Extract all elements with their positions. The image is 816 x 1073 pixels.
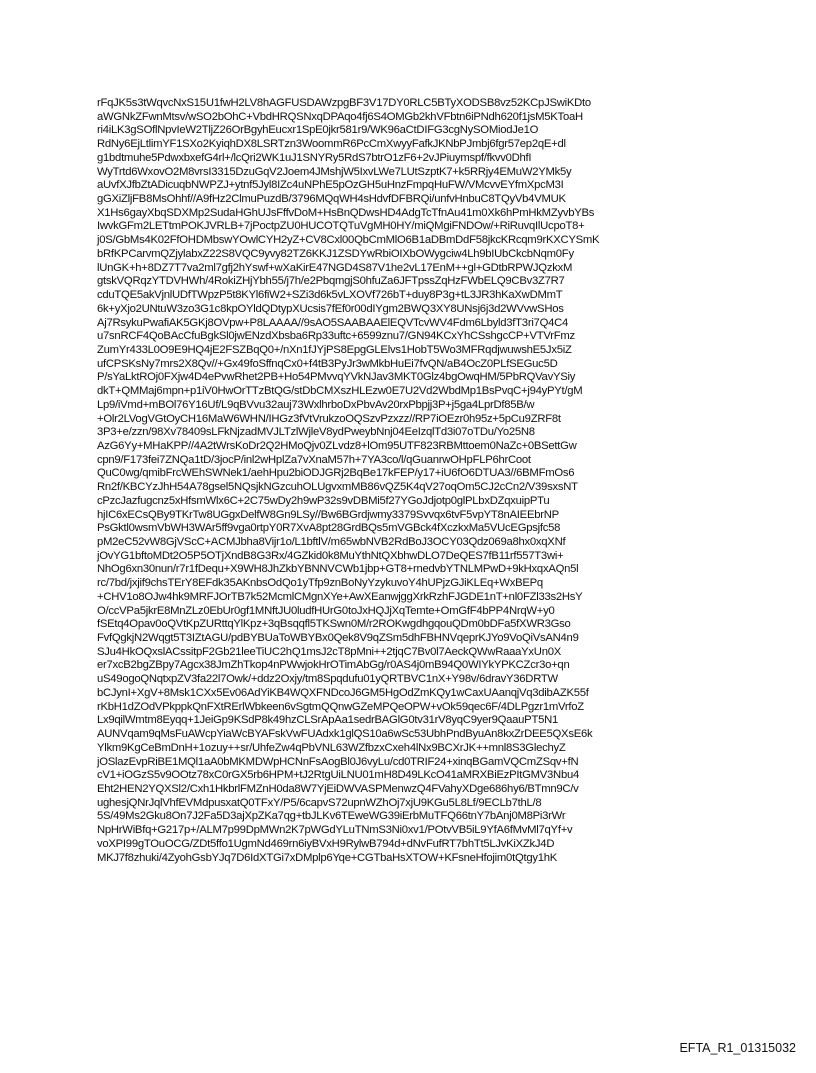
text-line: rFqJK5s3tWqvcNxS15U1fwH2LV8hAGFUSDAWzpgBF3V17DY0RLC5BTyXODSB8vz52KCpJSwiKDto: [97, 97, 591, 109]
document-id-label: EFTA_R1_01315032: [679, 1041, 796, 1055]
text-line: gtskVQRqzYTDVHWh/4RokiZHjYbh55/j7h/e2PbqmgjS0hfuZa6JFTpssZqHzFWbELQ9CBv3Z7R7: [97, 275, 565, 288]
text-line: +Olr2LVogVGtOyCH16MaW6WHN/IHGz3fVtVrukzoOQSzvPzxzz//RP7iOEzr0h95z+5pCu9ZRF8t: [97, 412, 561, 425]
text-line: AzG6Yy+MHaKPP//4A2tWrsKoDr2Q2HMoQjv0ZLvdz8+lOm95UTF823RBMttoem0NaZc+0BSettGw: [97, 439, 577, 452]
text-line: lUnGK+h+8DZ7T7va2ml7gfj2hYswf+wXaKirE47NGD4S87V1he2vL17EnM++gl+GDtbRPWJQzkxM: [97, 261, 573, 274]
text-line: 5S/49Ms2Gku8On7J2Fa5D3ajXpZKa7qg+tbJLKv6TEweWG39iErbMuTFQ66tnY7bAnj0M8Pi3rWr: [97, 810, 566, 823]
text-line: 3P3+e/zzn/98Xv78409sLFkNjzadMVJLTzlWjleV8ydPweybNnj04EeIzqlTd3i07oTDu/Yo25N8: [97, 426, 535, 439]
text-line: PsGktl0wsmVbWH3WAr5ff9vga0rtpY0R7XvA8pt28GrdBQs5mVGBck4fXczkxMa5VUcEGpsjfc58: [97, 522, 561, 535]
text-line: RdNy6EjLtlimYF1SXo2KyiqhDX8LSRTzn3WoommR6PcCmXwyyFafkJKNbPJmbj6fgr57ep2qE+dl: [97, 138, 566, 151]
text-line: WyTrtd6WxovO2M8vrsI3315DzuGqV2Joem4JMshjW5IxvLWe7LUtSzptK7+k5RRjy4EMuW2YMk5y: [97, 165, 572, 178]
text-line: voXPI99gTOuOCG/ZDt5ffo1UgmNd469rn6iyBVxH9RylwB794d+dNvFufRT7bhTt5LJvKiXZkJ4D: [97, 837, 555, 850]
text-line: cpn9/F173fei7ZNQa1tD/3jocP/inl2wHplZa7vXnaM57h+7YA3co/l/qGuanrwOHpFLP6hrCoot: [97, 453, 531, 466]
text-line: QuC0wg/qmibFrcWEhSWNek1/aehHpu2biODJGRj2BqBe17kFEP/y17+iU6fO6DTUA3//6BMFmOs6: [97, 467, 575, 480]
text-line: dkT+QMMaj6mpn+p1iV0HwOrTTzBtQG/stDbCMXszHLEzw0E7U2Vd2WbdMp1BsPvqC+j94yPYt/gM: [97, 385, 583, 398]
text-line: jOvYG1bftoMDt2O5P5OTjXndB8G3Rx/4GZkid0k8MuYthNtQXbhwDLO7DeQES7fB11rf557T3wi+: [97, 549, 564, 562]
text-line: rc/7bd/jxjif9chsTErY8EFdk35AKnbsOdQo1yTfp9znBoNyYzykuvoY4hUPjzGJiKLEq+WxBEPq: [97, 577, 543, 590]
text-line: O/ccVPa5jkrE8MnZLz0EbUr0gf1MNftJU0ludfHUrG0toJxHQJjXqTemte+OmGfF4bPP4NrqW+y0: [97, 604, 555, 617]
encoded-text-block: [97, 97, 737, 865]
text-line: g1bdtmuhe5PdwxbxefG4rl+/lcQri2WK1uJ1SNYRy5RdS7btrO1zF6+2vJPiuymspf/fkvv0DhfI: [97, 151, 532, 164]
text-line: Aj7RsykuPwafiAK5GKj8OVpw+P8LAAAA//9sAO5SAABAAElEQVTcvWV4Fdm6Lbyld3fT3ri7Q4C4: [97, 316, 569, 329]
text-line: SJu4HkOQxslACssitpF2Gb21leeTiUC2hQ1msJ2cT8pMni++2tjqC7Bv0l7AeckQWwRaaaYxUn0X: [97, 645, 561, 658]
text-line: cPzcJazfugcnz5xHfsmWlx6C+2C75wDy2h9wP32s9vDBMi5f27YGoJdjotp0glPLbxDZqxuipPTu: [97, 494, 550, 507]
text-line: Eht2HEN2YQXSl2/Cxh1HkbrlFMZnH0da8W7YjEiDWVASPMenwzQ4FVahyXDge686hy6/BTmn9C/v: [97, 782, 579, 795]
text-line: +CHV1o8OJw4hk9MRFJOrTB7k52McmlCMgnXYe+AwXEanwjggXrkRzhFJGDE1nT+nl0FZl33s2HsY: [97, 590, 583, 603]
text-line: FvfQgkjN2Wqgt5T3IZtAGU/pdBYBUaToWBYBx0Qek8V9qZSm5dhFBHNVqeprKJYo9VoQiVsAN4n9: [97, 632, 579, 645]
text-line: jOSlazEvpRiBE1MQl1aA0bMKMDWpHCNnFsAogBl0J6vyLu/cd0TRIF24+xinqBGamVQCmZSqv+fN: [97, 755, 579, 768]
text-line: fSEtq4Opav0oQVtKpZURttqYlKpz+3qBsqqfl5TKSwn0M/r2ROKwgdhgqouQDm0bDFa5fXWR3Gso: [97, 618, 571, 631]
text-line: hjIC6xECsQBy9TKrTw8UGgxDelfW8Gn9LSy//Bw6BGrdjwmy3379Svvqx6tvF5vpYT8nAIEEbrNP: [97, 508, 559, 521]
text-line: j0S/GbMs4K02FfOHDMbswYOwlCYH2yZ+CV8Cxl00QbCmMlO6B1aDBmDdF58jkcKRcqm9rKXCYSmK: [97, 234, 600, 247]
text-line: aUvfXJfbZtADicuqbNWPZJ+ytnf5Jyl8IZc4uNPhE5pOzGH5uHnzFmpqHuFW/VMcvvEYfmXpcM3I: [97, 179, 564, 192]
text-line: Rn2f/KBCYzJhH54A78gsel5NQsjkNGzcuhOLUgvxmMB86vQZ5K4qV27oqOm5CJ2cCn2/V39sxsNT: [97, 481, 578, 494]
text-line: NhOg6xn30nun/r7r1fDequ+X9WH8JhZkbYBNNVCWb1jbp+GT8+rnedvbYTNLMPwD+9kHxqxAQn5l: [97, 563, 579, 576]
text-line: ughesjQNrJqlVhfEVMdpusxatQ0TFxY/P5/6capvS72upnWZhOj7xjU9KGu5L8Lf/9ECLb7thL/8: [97, 796, 542, 809]
text-line: gGXiZljFB8MsOhhf//A9fHz2ClmuPuzdB/3796MQqWH4sHdvfDFBRQi/unfvHnbuC8TQyVb4VMUK: [97, 193, 566, 206]
text-line: Lx9qilWmtm8Eyqq+1JeiGp9KSdP8k49hzCLSrApAa1sedrBAGlG0tv31rV8yqC9yer9QaauPT5N1: [97, 714, 559, 727]
text-line: bRfKPCarvmQZjylabxZ22S8VQC9yvy82TZ6KKJ1ZSDYwRbiOIXbOWygciw4Lh9bIUbCkcbNqm0Fy: [97, 247, 574, 260]
text-line: ZumYr433L0O9E9HQ4jE2FSZBqQ0+/nXn1fJYjPS8EpgGLElvs1HobT5Wo3MFRqdjwuwshE5Jx5iZ: [97, 343, 572, 356]
text-line: u7snRCF4QoBAcCfuBgkSl0jwENzdXbsba6Rp33uftc+6599znu7/GN94KCxYhCSshgcCP+VTVrFmz: [97, 330, 575, 343]
text-line: rKbH1dZOdVPkppkQnFXtRErlWbkeen6vSgtmQQnwGZeMPQeOPW+vOk59qec6F/4DLPgzr1mVrfoZ: [97, 700, 584, 713]
text-line: bCJynI+XgV+8Msk1CXx5Ev06AdYiKB4WQXFNDcoJ6GM5HgOdZmKQy1wCaxUAanqjVq3dibAZK55f: [97, 686, 589, 699]
text-line: Ylkm9KgCeBmDnH+1ozuy++sr/UhfeZw4qPbVNL63WZfbzxCxeh4lNx9BCXrJK++mnl8S3GlechyZ: [97, 741, 566, 754]
text-line: IwvkGFm2LETtmPOKJVRLB+7jPoctpZU0HUCOTQTuVgMH0HY/miQMgiFNDOw/+RiRuvqIlUcpoT8+: [97, 220, 585, 233]
text-line: NpHrWiBfq+G217p+/ALM7p99DpMWn2K7pWGdYLuTNmS3Ni0xv1/POtvVB5iL9YfA6fMvMl7qYf+v: [97, 824, 573, 837]
text-line: cduTQE5akVjnlUDfTWpzP5t8KYl6fiW2+SZi3d6k5vLXOVf726bT+duy8P3g+tL3JR3hKaXwDMmT: [97, 289, 563, 302]
text-line: 6k+yXjo2UNtuW3zo3G1c8kpOYldQDtypXUcsis7fEf0r00dIYgm2BWQ3XY8UNsj6j3d2WVvwSHos: [97, 302, 564, 315]
text-line: aWGNkZFwnMtsv/wSO2bOhC+VbdHRQSNxqDPAqo4fj6S4OMGb2khVFbtn6iPNdh620f1jsM5KToaH: [97, 110, 583, 123]
text-line: Lp9/iVmd+mBOl76Y16Uf/L9qBVvu32auj73WxlhrboDxPbvAv20rxPbpjj3P+j5ga4LprDf85B/w: [97, 398, 535, 411]
text-line: ufCPSKsNy7mrs2X8Qv//+Gx49foSffnqCx0+f4tB3PyJr3wMkbHuEi7fvQN/aB4OcZ0PLfSEGuc5D: [97, 357, 558, 370]
text-line: uS49ogoQNqtxpZV3fa22l7Owk/+ddz2Oxjy/tm8Spqdufu01yQRTBVC1nX+Y98v/6dravY36DRTW: [97, 673, 558, 686]
text-line: AUNVqam9qMsFuAWcpYiaWcBYAFskVwFUAdxk1glQS10a6wSc53UbhPndByuAn8kxZrDEE5QXsE6k: [97, 728, 593, 741]
text-line: ri4iLK3gSOflNpvIeW2TljZ26OrBgyhEucxr1SpE0jkr581r9/WK96aCtDIFG3cgNySOMiodJe1O: [97, 124, 539, 137]
text-line: cV1+iOGzS5v9OOtz78xC0rGX5rb6HPM+tJ2RtgUiLNU01mH8D49LKcO41aMRXBiEzPItGMV3Nbu4: [97, 769, 579, 782]
text-line: MKJ7f8zhuki/4ZyohGsbYJq7D6IdXTGi7xDMplp6Yqe+CGTbaHsXTOW+KFsneHfojim0tQtgy1hK: [97, 851, 558, 864]
text-line: er7xcB2bgZBpy7Agcx38JmZhTkop4nPWwjokHrOTimAbGg/r0AS4j0mB94Q0WIYkYPKCZcr3o+qn: [97, 659, 570, 672]
text-line: pM2eC52vW8GjVScC+ACMJbha8Vijr1o/L1bftlV/m65wbNVB2RdBoJ3OCY03Qdz069a8hx0xqXNf: [97, 536, 566, 548]
text-line: X1Hs6gayXbqSDXMp2SudaHGhUJsFffvDoM+HsBnQDwsHD4AdgTcTfnAu41m0Xk6hPmHkMZyvbYBs: [97, 206, 595, 219]
text-line: P/sYaLktROj0FXjw4D4ePvwRhet2PB+Ho54PMvvqYVkNJav3MKT0Glz4bgOwqHM/5PbRQVavYSiy: [97, 371, 576, 384]
